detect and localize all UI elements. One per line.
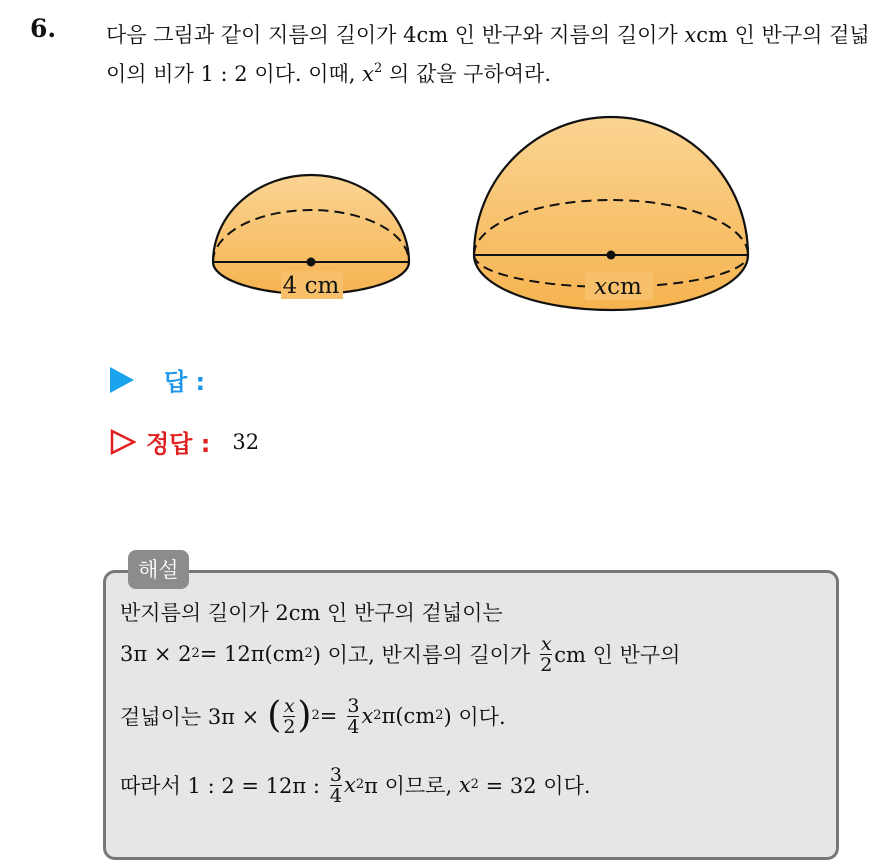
exp-l2-c: ) 이고, 반지름의 길이가 <box>312 643 531 667</box>
question-var-x: x <box>684 23 697 47</box>
small-hemisphere <box>213 175 409 299</box>
explanation-tag: 해설 <box>128 550 189 589</box>
explanation-line-1 <box>120 597 680 627</box>
exp-l4-fraction <box>330 765 342 806</box>
svg-text:xcm <box>594 274 642 300</box>
question-text-part1: 다음 그림과 같이 지름의 길이가 4cm 인 반구와 지름의 길이가 <box>106 23 685 47</box>
exp-l4-frac-num: 3 <box>329 763 342 786</box>
play-triangle-icon <box>110 367 134 393</box>
small-diameter-label: 4 cm <box>282 273 340 299</box>
exp-l3-frac2-den: 4 <box>347 715 360 738</box>
exp-l2-frac-num: x <box>540 632 552 655</box>
question-text <box>106 16 876 94</box>
exp-l2-d: cm 인 반구의 <box>554 643 681 667</box>
question-var-x2: x <box>362 62 375 86</box>
exp-l4-c: π 이므로, <box>364 774 459 798</box>
correct-answer-label: 정답 : <box>146 430 211 458</box>
exp-l4-d: x <box>458 773 471 797</box>
exp-l2-a: 3π × 2 <box>120 642 192 666</box>
explanation-line-4: 따라서 1 : 2 = 12π : $\frac{3}{4}$ x 2 π 이므로, x 2 = 32 이다. <box>120 763 591 807</box>
exp-l4-b: x <box>344 773 356 797</box>
exp-l3-frac-num: x <box>284 694 295 717</box>
answer-label: 답 : <box>164 368 206 396</box>
exp-l4-e: = 32 이다. <box>478 774 591 798</box>
large-diameter-unit: cm <box>607 274 642 300</box>
question-text-part3: 의 값을 구하여라. <box>382 62 551 86</box>
exp-l3-frac-den: 2 <box>283 715 296 738</box>
answer-row <box>110 362 205 397</box>
exp-l3-frac2-num: 3 <box>347 694 360 717</box>
exp-l2-fraction <box>540 634 552 675</box>
question-exponent: 2 <box>374 61 383 76</box>
correct-answer-row <box>110 424 259 459</box>
outline-triangle-icon <box>110 429 136 455</box>
hemispheres-figure <box>200 110 770 325</box>
explanation-line-3: 겉넓이는 3π × ( $\frac{x}{2}$ ) 2 = $\frac{3}{4}$ x 2 π(cm 2 ) 이다. <box>120 694 506 738</box>
exp-l3-a: 겉넓이는 3π × <box>120 705 260 729</box>
large-hemisphere <box>474 117 748 310</box>
exp-l3-b: = <box>319 704 338 728</box>
exp-l3-c: x <box>361 704 374 728</box>
question-number: 6. <box>30 14 57 43</box>
correct-answer-value: 32 <box>232 429 260 454</box>
exp-line1-text: 반지름의 길이가 2cm 인 반구의 겉넓이는 <box>120 601 503 625</box>
exp-l3-e: ) 이다. <box>443 705 506 729</box>
exp-l4-frac-den: 4 <box>329 784 342 807</box>
exp-l2-frac-den: 2 <box>540 653 553 676</box>
exp-l2-b: = 12π(cm <box>199 642 305 666</box>
exp-l3-d: π(cm <box>381 704 436 728</box>
exp-l3-fraction <box>283 696 295 737</box>
exp-l4-a: 따라서 1 : 2 = 12π : <box>120 774 320 798</box>
exp-l3-fraction2 <box>347 696 359 737</box>
explanation-line-2: 3π × 2 2 = 12π(cm 2 ) 이고, 반지름의 길이가 $\frac{x}{2}$ cm 인 반구의 <box>120 632 681 676</box>
explanation-text <box>120 597 680 819</box>
question-text-part2: cm 인 반구의 겉넓이의 비가 1 : 2 이다. 이때, <box>106 23 870 86</box>
explanation-box <box>103 570 839 860</box>
large-diameter-var: x <box>594 274 608 300</box>
